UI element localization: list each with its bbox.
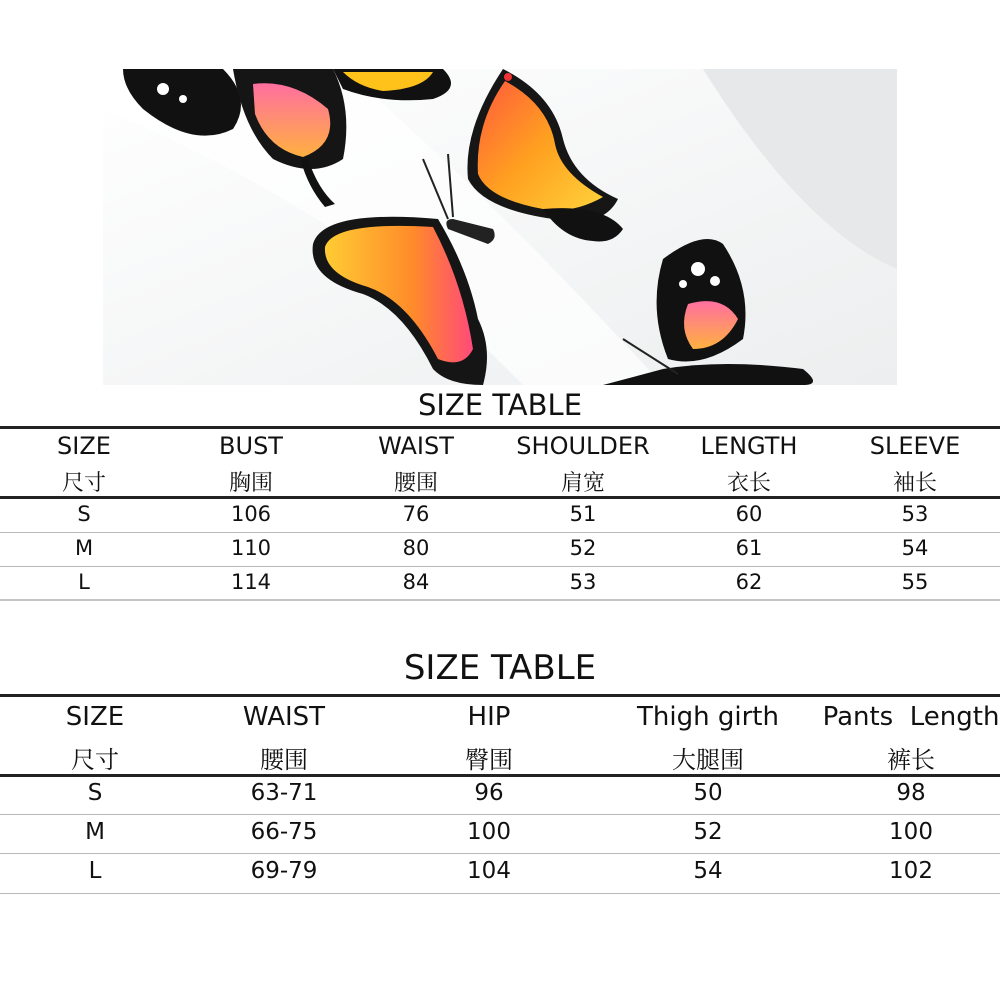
cell-sleeve: 53 bbox=[901, 502, 929, 526]
header-waist: WAIST bbox=[242, 702, 326, 732]
cell-size: L bbox=[88, 858, 102, 884]
cell-size: M bbox=[85, 819, 105, 845]
cell-size: S bbox=[87, 780, 103, 806]
table-row bbox=[0, 819, 1000, 855]
cell-pants-length: 98 bbox=[896, 780, 926, 806]
cell-pants-length: 100 bbox=[889, 819, 933, 845]
cell-hip: 100 bbox=[467, 819, 511, 845]
table-row bbox=[0, 780, 1000, 816]
top-table-header-rule bbox=[0, 496, 1000, 499]
header-sleeve: SLEEVE bbox=[869, 432, 961, 460]
bottom-table-header-rule bbox=[0, 774, 1000, 777]
table-row bbox=[0, 536, 1000, 570]
header-size-zh: 尺寸 bbox=[71, 746, 119, 774]
bottom-table-title: SIZE TABLE bbox=[403, 648, 597, 688]
cell-length: 62 bbox=[735, 570, 763, 594]
top-table-title: SIZE TABLE bbox=[417, 388, 583, 422]
cell-shoulder: 52 bbox=[569, 536, 597, 560]
header-waist-zh: 腰围 bbox=[393, 471, 439, 496]
cell-length: 61 bbox=[735, 536, 763, 560]
butterfly-print-image bbox=[103, 69, 897, 385]
row-divider bbox=[0, 599, 1000, 601]
header-size: SIZE bbox=[65, 702, 125, 732]
cell-size: S bbox=[77, 502, 91, 526]
header-waist-zh: 腰围 bbox=[260, 746, 308, 774]
cell-waist: 69-79 bbox=[250, 858, 318, 884]
row-divider bbox=[0, 893, 1000, 894]
row-divider bbox=[0, 814, 1000, 815]
cell-pants-length: 102 bbox=[889, 858, 933, 884]
top-table-rule bbox=[0, 426, 1000, 429]
header-hip-zh: 臀围 bbox=[465, 746, 513, 774]
header-length-zh: 衣长 bbox=[726, 471, 772, 496]
header-thigh-girth: Thigh girth bbox=[637, 702, 779, 732]
top-table-header-zh bbox=[0, 466, 1000, 500]
cell-waist: 80 bbox=[402, 536, 430, 560]
header-bust-zh: 胸围 bbox=[228, 471, 274, 496]
cell-waist: 66-75 bbox=[250, 819, 318, 845]
cell-shoulder: 51 bbox=[569, 502, 597, 526]
cell-waist: 84 bbox=[402, 570, 430, 594]
cell-bust: 114 bbox=[230, 570, 272, 594]
header-size: SIZE bbox=[57, 432, 111, 460]
cell-waist: 63-71 bbox=[250, 780, 318, 806]
cell-hip: 96 bbox=[474, 780, 504, 806]
header-pants-length: Pants Length bbox=[822, 702, 1000, 732]
table-row bbox=[0, 502, 1000, 536]
cell-thigh-girth: 54 bbox=[693, 858, 723, 884]
cell-length: 60 bbox=[735, 502, 763, 526]
cell-waist: 76 bbox=[402, 502, 430, 526]
row-divider bbox=[0, 532, 1000, 533]
top-table-header-en bbox=[0, 432, 1000, 466]
header-shoulder-zh: 肩宽 bbox=[560, 471, 606, 496]
bottom-table-header-en bbox=[0, 702, 1000, 738]
row-divider bbox=[0, 853, 1000, 854]
bottom-table-header-zh bbox=[0, 740, 1000, 776]
header-hip: HIP bbox=[467, 702, 511, 732]
cell-thigh-girth: 52 bbox=[693, 819, 723, 845]
cell-sleeve: 55 bbox=[901, 570, 929, 594]
header-shoulder: SHOULDER bbox=[516, 432, 650, 460]
cell-size: M bbox=[74, 536, 94, 560]
product-photo bbox=[103, 69, 897, 385]
cell-shoulder: 53 bbox=[569, 570, 597, 594]
bottom-table-rule bbox=[0, 694, 1000, 697]
header-thigh-girth-zh: 大腿围 bbox=[672, 746, 744, 774]
cell-bust: 110 bbox=[230, 536, 272, 560]
cell-size: L bbox=[78, 570, 90, 594]
header-bust: BUST bbox=[219, 432, 283, 460]
row-divider bbox=[0, 566, 1000, 567]
header-size-zh: 尺寸 bbox=[61, 471, 107, 496]
header-pants-length-zh: 裤长 bbox=[887, 746, 935, 774]
header-sleeve-zh: 袖长 bbox=[892, 471, 938, 496]
cell-hip: 104 bbox=[467, 858, 511, 884]
header-length: LENGTH bbox=[700, 432, 798, 460]
cell-bust: 106 bbox=[230, 502, 272, 526]
header-waist: WAIST bbox=[378, 432, 454, 460]
table-row bbox=[0, 858, 1000, 894]
cell-sleeve: 54 bbox=[901, 536, 929, 560]
cell-thigh-girth: 50 bbox=[693, 780, 723, 806]
